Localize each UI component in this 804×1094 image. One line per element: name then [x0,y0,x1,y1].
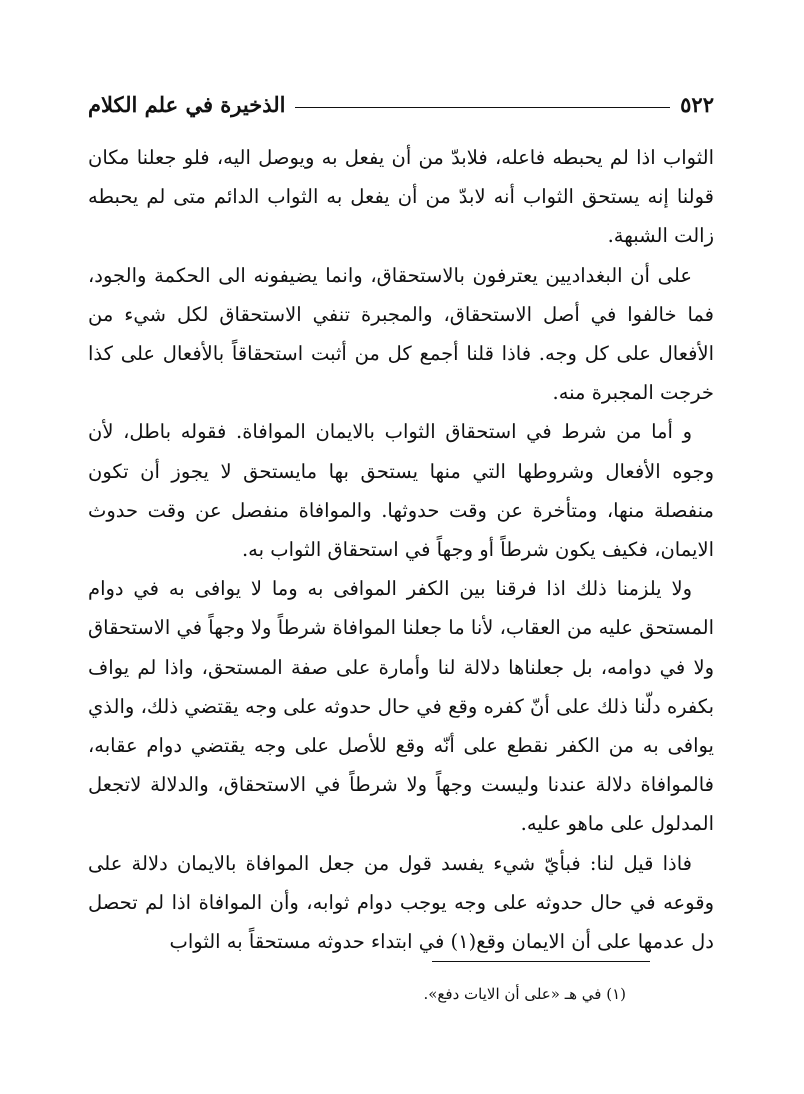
header-rule [295,107,670,108]
paragraph-3: و أما من شرط في استحقاق الثواب بالايمان الموافاة. فقوله باطل، لأن وجوه الأفعال وشروطها التي منها يستحق بها مايستحق لا يجوز أن تكون منفصلة منها، ومتأخرة عن وقت حدوثها. والموافاة منفصل عن وقت حدوث الايمان، فكيف يكون شرطاً أو وجهاً في استحقاق الثواب به. [88,420,714,562]
main-text [88,138,714,961]
footnote-divider [432,961,650,962]
footnote: (١) في هـ «على أن الايات دفع». [423,985,626,1003]
paragraph-1: الثواب اذا لم يحبطه فاعله، فلابدّ من أن يفعل به ويوصل اليه، فلو جعلنا مكان قولنا إنه يستحق الثواب أنه لابدّ من أن يفعل به الثواب الدائم متى لم يحبطه زالت الشبهة. [88,146,714,248]
paragraph-4: ولا يلزمنا ذلك اذا فرقنا بين الكفر الموافى به وما لا يوافى به في دوام المستحق عليه من العقاب، لأنا ما جعلنا الموافاة شرطاً ولا وجهاً في الاستحقاق ولا في دوامه، بل جعلناها دلالة لنا وأمارة على صفة المستحق، واذا لم يواف بكفره دلّنا ذلك على أنّ كفره وقع في حال حدوثه على وجه يقتضي ذلك، والذي يوافى به من الكفر نقطع على أنّه وقع للأصل على وجه يقتضي دوام عقابه، فالموافاة دلالة عندنا وليست وجهاً ولا شرطاً في الاستحقاق، والدلالة لاتجعل المدلول على ماهو عليه. [88,577,714,836]
book-title: الذخيرة في علم الكلام [88,91,286,117]
page-header [88,84,714,124]
page-number: ٥٢٢ [680,91,714,117]
paragraph-2: على أن البغداديين يعترفون بالاستحقاق، وانما يضيفونه الى الحكمة والجود، فما خالفوا في أصل الاستحقاق، والمجبرة تنفي الاستحقاق لكل شيء من الأفعال على كل وجه. فاذا قلنا أجمع كل من أثبت استحقاقاً بالأفعال على كذا خرجت المجبرة منه. [88,263,714,405]
paragraph-5: فاذا قيل لنا: فبأيّ شيء يفسد قول من جعل الموافاة بالايمان دلالة على وقوعه في حال حدوثه على وجه يوجب دوام ثوابه، وأن الموافاة اذا لم تحصل دل عدمها على أن الايمان وقع(١) في ابتداء حدوثه مستحقاً به الثواب [88,851,714,954]
